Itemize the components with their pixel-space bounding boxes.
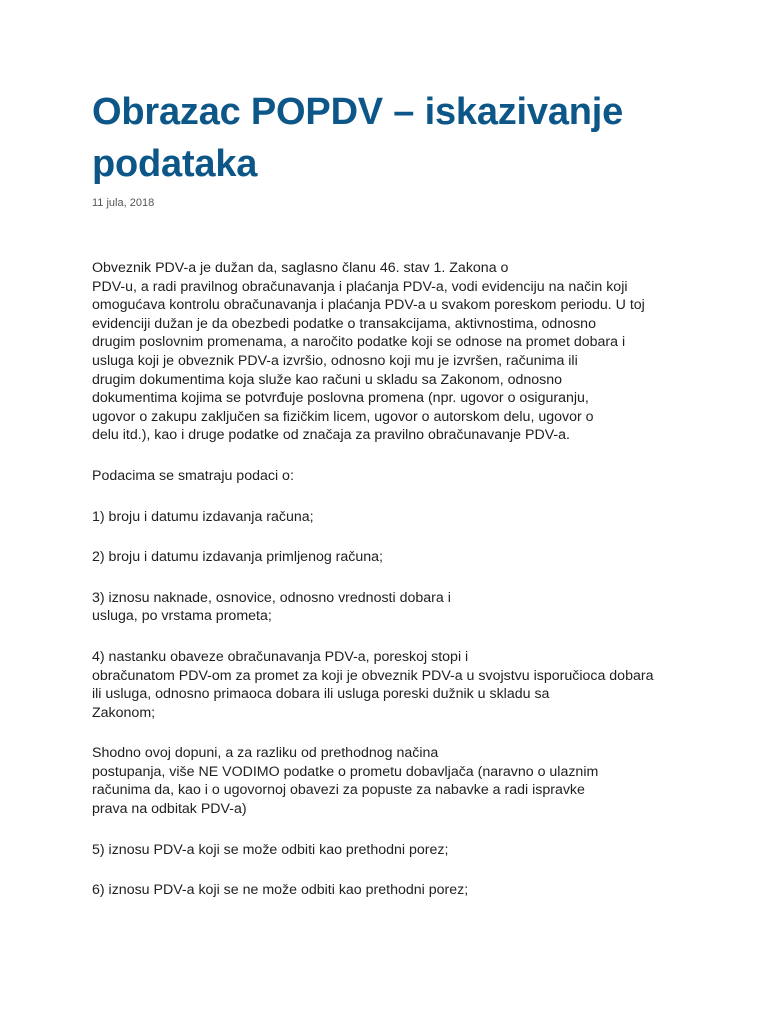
paragraph-line: usluga koji je obveznik PDV-a izvršio, odnosno koji mu je izvršen, računima ili [92, 352, 578, 369]
paragraph-line: Obveznik PDV-a je dužan da, saglasno članu 46. stav 1. Zakona o [92, 260, 509, 276]
paragraph-line: ili usluga, odnosno primaoca dobara ili usluga poreski dužnik u skladu sa [92, 686, 550, 703]
paragraph [92, 744, 708, 818]
paragraph-line: 6) iznosu PDV-a koji se ne može odbiti kao prethodni porez; [92, 882, 469, 899]
paragraph-line: 4) nastanku obaveze obračunavanja PDV-a, poreskoj stopi i [92, 648, 469, 665]
paragraph-line: evidenciji dužan je da obezbedi podatke o transakcijama, aktivnostima, odnosno [92, 315, 596, 332]
paragraph-line: 2) broju i datumu izdavanja primljenog računa; [92, 549, 384, 566]
paragraph [92, 508, 708, 527]
paragraph-line: obračunatom PDV-om za promet za koji je obveznik PDV-a u svojstvu isporučioca dobara [92, 667, 654, 684]
paragraph-line: postupanja, više NE VODIMO podatke o prometu dobavljača (naravno o ulaznim [92, 763, 599, 780]
paragraph [92, 648, 708, 722]
paragraph-line: omogućava kontrolu obračunavanja i plaćanja PDV-a u svakom poreskom periodu. U toj [92, 297, 645, 314]
article-body [92, 259, 708, 900]
paragraph-line: drugim poslovnim promenama, a naročito podatke koji se odnose na promet dobara i [92, 334, 626, 351]
paragraph-line: računima da, kao i o ugovornoj obavezi za popuste za nabavke a radi ispravke [92, 782, 585, 799]
article-title-line: podataka [92, 143, 258, 185]
paragraph-line: Zakonom; [92, 704, 156, 721]
paragraph-line: dokumentima kojima se potvrđuje poslovna promena (npr. ugovor o osiguranju, [92, 390, 589, 407]
paragraph-line: Podacima se smatraju podaci o: [92, 467, 294, 484]
article-title-line: Obrazac POPDV – iskazivanje [92, 91, 624, 133]
paragraph-line: 3) iznosu naknade, osnovice, odnosno vrednosti dobara i [92, 589, 451, 606]
paragraph [92, 259, 708, 445]
paragraph-line: delu itd.), kao i druge podatke od značaja za pravilno obračunavanje PDV-a. [92, 427, 570, 444]
paragraph [92, 548, 708, 567]
paragraph [92, 589, 708, 626]
paragraph-line: 1) broju i datumu izdavanja računa; [92, 508, 314, 525]
paragraph-line: Shodno ovoj dopuni, a za razliku od prethodnog načina [92, 745, 439, 762]
paragraph-line: PDV-u, a radi pravilnog obračunavanja i plaćanja PDV-a, vodi evidenciju na način koji [92, 278, 628, 295]
paragraph [92, 467, 708, 486]
paragraph-line: 5) iznosu PDV-a koji se može odbiti kao prethodni porez; [92, 841, 449, 858]
paragraph-line: ugovor o zakupu zaključen sa fizičkim licem, ugovor o autorskom delu, ugovor o [92, 408, 594, 425]
paragraph-line: prava na odbitak PDV-a) [92, 801, 247, 818]
paragraph [92, 881, 708, 900]
paragraph [92, 841, 708, 860]
paragraph-line: drugim dokumentima koja služe kao računi u skladu sa Zakonom, odnosno [92, 371, 563, 388]
paragraph-line: usluga, po vrstama prometa; [92, 608, 272, 625]
article-title [92, 86, 708, 190]
publish-date: 11 jula, 2018 [92, 197, 155, 209]
